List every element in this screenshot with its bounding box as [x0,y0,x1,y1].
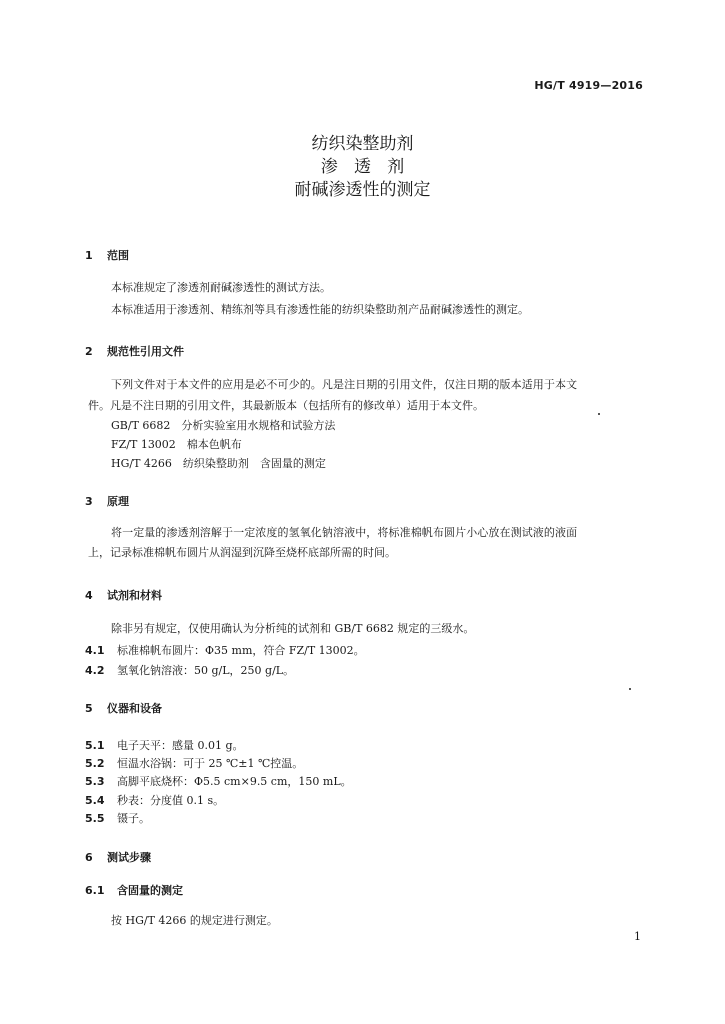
subsection-heading [85,882,183,898]
section-title: 规范性引用文件 [107,345,184,358]
clause-number: 5.3 [85,775,105,788]
clause-number: 5.2 [85,757,105,770]
paragraph: 本标准规定了渗透剂耐碱渗透性的测试方法。 [111,281,331,294]
paragraph: 按 HG/T 4266 的规定进行测定。 [111,914,278,927]
title-line-1: 纺织染整助剂 [311,134,414,154]
clause-item [85,737,244,753]
section-3-heading [85,493,129,509]
section-number: 2 [85,345,93,358]
section-1-heading [85,247,129,263]
paragraph: 件。凡是不注日期的引用文件，其最新版本（包括所有的修改单）适用于本文件。 [88,399,484,412]
section-title: 原理 [107,495,129,508]
section-title: 仪器和设备 [107,702,162,715]
paragraph: 本标准适用于渗透剂、精练剂等具有渗透性能的纺织染整助剂产品耐碱渗透性的测定。 [111,303,529,316]
section-title: 测试步骤 [107,851,151,864]
clause-number: 5.4 [85,794,105,807]
scan-speck [598,413,600,415]
clause-number: 4.1 [85,644,105,657]
section-number: 3 [85,495,93,508]
clause-item [85,662,294,678]
clause-number: 4.2 [85,664,105,677]
section-title: 试剂和材料 [107,589,162,602]
section-title: 范围 [107,249,129,262]
clause-item [85,642,365,658]
title-line-2: 渗 透 剂 [320,157,405,177]
clause-text: 高脚平底烧杯：Φ5.5 cm×9.5 cm，150 mL。 [117,775,352,788]
clause-item [85,755,303,771]
clause-text: 电子天平：感量 0.01 g。 [117,739,244,752]
scan-speck [629,688,631,690]
clause-number: 5.5 [85,812,105,825]
section-5-heading [85,700,162,716]
section-number: 4 [85,589,93,602]
section-4-heading [85,587,162,603]
title-line-3: 耐碱渗透性的测定 [294,180,431,200]
clause-item [85,792,224,808]
page-number: 1 [634,930,641,943]
subsection-title: 含固量的测定 [117,884,183,897]
reference-item: FZ/T 13002 棉本色帆布 [111,438,242,451]
paragraph: 除非另有规定，仅使用确认为分析纯的试剂和 GB/T 6682 规定的三级水。 [111,622,475,635]
clause-text: 镊子。 [117,812,150,825]
section-number: 1 [85,249,93,262]
section-number: 5 [85,702,93,715]
section-number: 6 [85,851,93,864]
document-title [0,133,725,202]
clause-text: 氢氧化钠溶液：50 g/L，250 g/L。 [117,664,295,677]
paragraph: 下列文件对于本文件的应用是必不可少的。凡是注日期的引用文件，仅注日期的版本适用于本文 [111,378,578,391]
clause-number: 6.1 [85,884,105,897]
reference-item: GB/T 6682 分析实验室用水规格和试验方法 [111,419,336,432]
paragraph: 上，记录标准棉帆布圆片从润湿到沉降至烧杯底部所需的时间。 [88,546,396,559]
clause-item [85,810,150,826]
clause-text: 秒表：分度值 0.1 s。 [117,794,225,807]
paragraph: 将一定量的渗透剂溶解于一定浓度的氢氧化钠溶液中，将标准棉帆布圆片小心放在测试液的液面 [111,526,578,539]
standard-code: HG/T 4919—2016 [534,79,643,92]
section-6-heading [85,849,151,865]
clause-text: 标准棉帆布圆片：Φ35 mm，符合 FZ/T 13002。 [117,644,365,657]
reference-item: HG/T 4266 纺织染整助剂 含固量的测定 [111,457,326,470]
clause-number: 5.1 [85,739,105,752]
clause-item [85,773,352,789]
clause-text: 恒温水浴锅：可于 25 ℃±1 ℃控温。 [117,757,304,770]
section-2-heading [85,343,184,359]
